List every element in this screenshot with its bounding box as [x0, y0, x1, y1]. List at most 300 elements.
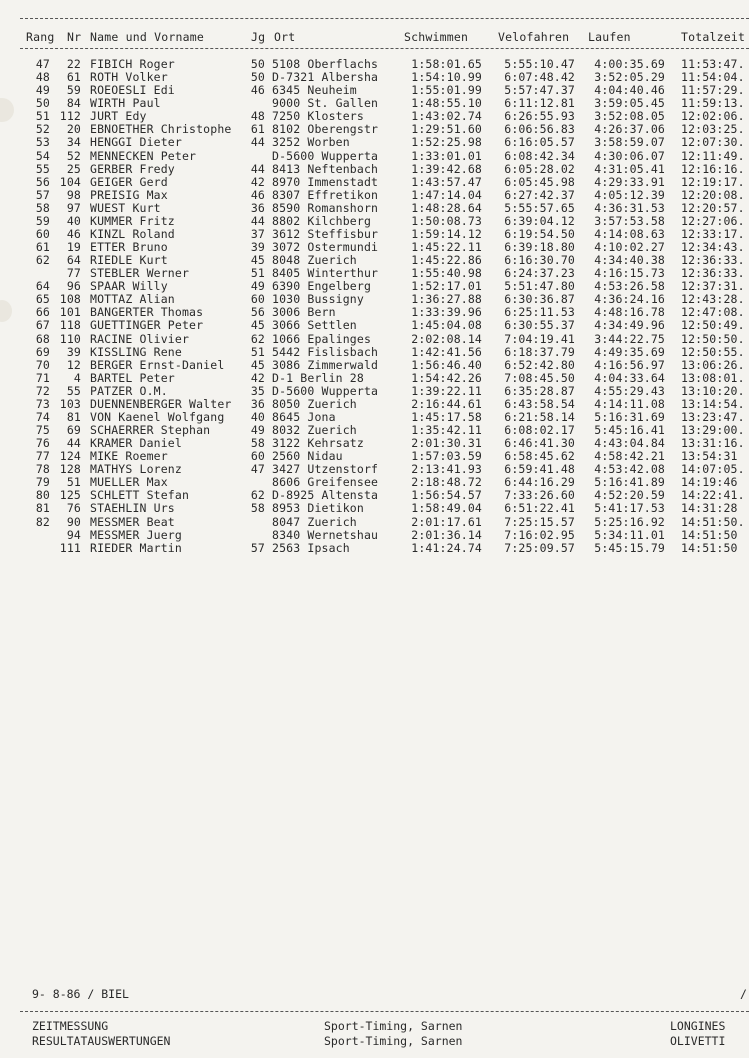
velofahren-cell: 6:39:04.12	[504, 213, 575, 228]
ort-cell: 8970 Immenstadt	[272, 175, 379, 189]
laufen-cell: 3:58:59.07	[594, 135, 665, 150]
jg-cell: 50	[250, 70, 265, 85]
ort-cell: 3006 Bern	[272, 306, 336, 320]
header-ort: Ort	[274, 30, 296, 44]
laufen-cell: 4:36:31.53	[594, 200, 665, 215]
rang-cell: 75	[35, 423, 50, 437]
header-jg: Jg	[251, 30, 266, 44]
name-cell: HENGGI Dieter	[90, 136, 182, 150]
rang-cell: 49	[35, 83, 50, 98]
laufen-cell: 4:52:20.59	[594, 488, 665, 503]
totalzeit-cell: 13:10:20.	[681, 383, 745, 398]
ort-cell: 6345 Neuheim	[272, 84, 357, 98]
table-row	[0, 346, 749, 359]
name-cell: SCHAERRER Stephan	[90, 424, 211, 437]
nr-cell: 90	[66, 514, 81, 529]
nr-cell: 55	[66, 383, 81, 398]
nr-cell: 34	[66, 135, 81, 150]
header-nr: Nr	[67, 30, 82, 44]
name-cell: MIKE Roemer	[90, 450, 168, 464]
rang-cell: 73	[35, 396, 50, 411]
velofahren-cell: 6:25:11.53	[504, 305, 575, 320]
name-cell: KISSLING Rene	[90, 345, 182, 359]
name-cell: MATHYS Lorenz	[90, 463, 182, 477]
totalzeit-cell: 14:19:46	[681, 475, 738, 490]
totalzeit-cell: 13:06:26.	[681, 357, 745, 372]
jg-cell: 57	[250, 540, 265, 555]
laufen-cell: 4:36:24.16	[594, 292, 665, 307]
table-row	[0, 84, 749, 97]
rang-cell: 58	[35, 200, 50, 215]
table-row	[0, 437, 749, 450]
ort-cell: 8953 Dietikon	[272, 502, 364, 516]
schwimmen-cell: 1:42:41.56	[411, 344, 482, 359]
name-cell: KUMMER Fritz	[90, 214, 175, 228]
ort-cell: 1030 Bussigny	[272, 293, 364, 307]
header-rang: Rang	[26, 30, 55, 44]
name-cell: VON Kaenel Wolfgang	[90, 410, 225, 424]
velofahren-cell: 6:07:48.42	[504, 70, 575, 85]
name-cell: BERGER Ernst-Daniel	[90, 358, 225, 372]
name-cell: RACINE Olivier	[90, 332, 190, 346]
ort-cell: 8050 Zuerich	[272, 397, 357, 411]
jg-cell: 60	[250, 449, 265, 464]
jg-cell: 62	[250, 488, 265, 503]
schwimmen-cell: 1:45:04.08	[411, 318, 482, 333]
schwimmen-cell: 1:29:51.60	[411, 122, 482, 137]
nr-cell: 46	[66, 226, 81, 241]
name-cell: RIEDER Martin	[90, 541, 182, 555]
ort-cell: 2560 Nidau	[272, 450, 343, 464]
totalzeit-cell: 12:34:43.	[681, 240, 745, 254]
nr-cell: 12	[66, 357, 81, 372]
ort-cell: 8047 Zuerich	[272, 515, 357, 529]
top-rule	[20, 18, 749, 19]
table-row	[0, 163, 749, 176]
nr-cell: 103	[59, 396, 81, 411]
table-row	[0, 319, 749, 332]
velofahren-cell: 6:58:45.62	[504, 449, 575, 464]
laufen-cell: 4:05:12.39	[594, 187, 665, 202]
totalzeit-cell: 13:54:31	[681, 449, 738, 464]
velofahren-cell: 6:19:54.50	[504, 226, 575, 241]
schwimmen-cell: 2:13:41.93	[411, 462, 482, 477]
ort-cell: 5442 Fislisbach	[272, 345, 379, 359]
nr-cell: 108	[59, 292, 81, 307]
ort-cell: 8413 Neftenbach	[272, 162, 379, 176]
jg-cell: 35	[250, 383, 265, 398]
nr-cell: 118	[59, 318, 81, 333]
totalzeit-cell: 13:23:47.	[681, 409, 745, 424]
velofahren-cell: 7:25:15.57	[504, 514, 575, 529]
table-row	[0, 150, 749, 163]
ort-cell: 8606 Greifensee	[272, 476, 379, 490]
velofahren-cell: 6:24:37.23	[504, 266, 575, 281]
velofahren-cell: 6:05:28.02	[504, 161, 575, 176]
jg-cell: 61	[250, 122, 265, 137]
rang-cell: 69	[35, 344, 50, 359]
nr-cell: 96	[66, 279, 81, 294]
rang-cell: 52	[35, 122, 50, 137]
velofahren-cell: 6:52:42.80	[504, 357, 575, 372]
totalzeit-cell: 12:02:06.	[681, 109, 745, 124]
totalzeit-cell: 12:37:31.	[681, 279, 745, 294]
nr-cell: 51	[66, 475, 81, 490]
laufen-cell: 4:43:04.84	[594, 436, 665, 450]
name-cell: PREISIG Max	[90, 188, 168, 202]
jg-cell: 58	[250, 436, 265, 450]
laufen-cell: 4:34:49.96	[594, 318, 665, 333]
ort-cell: 8802 Kilchberg	[272, 214, 372, 228]
totalzeit-cell: 11:54:04.	[681, 70, 745, 85]
laufen-cell: 4:55:29.43	[594, 383, 665, 398]
footer-page-mark: /	[740, 987, 747, 1001]
footer-left-line2: RESULTATAUSWERTUNGEN	[32, 1034, 171, 1048]
schwimmen-cell: 2:01:17.61	[411, 514, 482, 529]
totalzeit-cell: 12:47:08.	[681, 305, 745, 320]
totalzeit-cell: 12:19:17.	[681, 174, 745, 189]
totalzeit-cell: 14:51:50	[681, 527, 738, 542]
ort-cell: D-7321 Albersha	[272, 71, 379, 85]
name-cell: SPAAR Willy	[90, 280, 168, 294]
jg-cell: 36	[250, 396, 265, 411]
footer-mid-line1: Sport-Timing, Sarnen	[324, 1019, 463, 1033]
jg-cell: 36	[250, 200, 265, 215]
velofahren-cell: 6:43:58.54	[504, 396, 575, 411]
velofahren-cell: 6:51:22.41	[504, 501, 575, 516]
table-row	[0, 176, 749, 189]
laufen-cell: 5:16:31.69	[594, 409, 665, 424]
name-cell: JURT Edy	[90, 110, 147, 124]
nr-cell: 4	[73, 370, 81, 385]
nr-cell: 124	[59, 449, 81, 464]
laufen-cell: 4:53:26.58	[594, 279, 665, 294]
schwimmen-cell: 1:45:22.11	[411, 240, 482, 254]
laufen-cell: 5:45:16.41	[594, 423, 665, 437]
rang-cell: 77	[35, 449, 50, 464]
nr-cell: 84	[66, 96, 81, 111]
ort-cell: 3612 Steffisbur	[272, 227, 379, 241]
nr-cell: 81	[66, 409, 81, 424]
rang-cell: 65	[35, 292, 50, 307]
jg-cell: 60	[250, 292, 265, 307]
footer-right-line2: OLIVETTI	[670, 1034, 726, 1048]
totalzeit-cell: 11:59:13.	[681, 96, 745, 111]
name-cell: MENNECKEN Peter	[90, 149, 197, 163]
velofahren-cell: 6:59:41.48	[504, 462, 575, 477]
table-row	[0, 58, 749, 71]
totalzeit-cell: 13:14:54.	[681, 396, 745, 411]
nr-cell: 101	[59, 305, 81, 320]
name-cell: WUEST Kurt	[90, 201, 161, 215]
name-cell: STEBLER Werner	[90, 267, 190, 281]
nr-cell: 77	[66, 266, 81, 281]
nr-cell: 98	[66, 187, 81, 202]
jg-cell: 42	[250, 174, 265, 189]
table-row	[0, 516, 749, 529]
rang-cell: 55	[35, 161, 50, 176]
schwimmen-cell: 1:59:14.12	[411, 226, 482, 241]
ort-cell: D-5600 Wupperta	[272, 384, 379, 398]
laufen-cell: 4:14:08.63	[594, 226, 665, 241]
ort-cell: 5108 Oberflachs	[272, 58, 379, 71]
velofahren-cell: 6:44:16.29	[504, 475, 575, 490]
schwimmen-cell: 1:58:01.65	[411, 57, 482, 71]
schwimmen-cell: 1:48:28.64	[411, 200, 482, 215]
schwimmen-cell: 1:58:49.04	[411, 501, 482, 516]
ort-cell: D-8925 Altensta	[272, 489, 379, 503]
schwimmen-cell: 1:47:14.04	[411, 187, 482, 202]
laufen-cell: 4:00:35.69	[594, 57, 665, 71]
totalzeit-cell: 12:43:28.	[681, 292, 745, 307]
name-cell: EBNOETHER Christophe	[90, 123, 232, 137]
laufen-cell: 4:34:40.38	[594, 253, 665, 268]
name-cell: MUELLER Max	[90, 476, 168, 490]
laufen-cell: 3:52:08.05	[594, 109, 665, 124]
laufen-cell: 4:53:42.08	[594, 462, 665, 477]
ort-cell: D-1 Berlin 28	[272, 371, 364, 385]
velofahren-cell: 6:16:30.70	[504, 253, 575, 268]
schwimmen-cell: 1:56:46.40	[411, 357, 482, 372]
header-schwimmen: Schwimmen	[404, 30, 469, 44]
rang-cell: 74	[35, 409, 50, 424]
totalzeit-cell: 12:50:49.	[681, 318, 745, 333]
ort-cell: D-5600 Wupperta	[272, 149, 379, 163]
nr-cell: 111	[59, 540, 81, 555]
velofahren-cell: 6:46:41.30	[504, 436, 575, 450]
rang-cell: 62	[35, 253, 50, 268]
ort-cell: 8340 Wernetshau	[272, 528, 379, 542]
rang-cell: 50	[35, 96, 50, 111]
velofahren-cell: 6:11:12.81	[504, 96, 575, 111]
totalzeit-cell: 13:31:16.	[681, 436, 745, 450]
table-row	[0, 241, 749, 254]
schwimmen-cell: 1:54:10.99	[411, 70, 482, 85]
velofahren-cell: 6:05:45.98	[504, 174, 575, 189]
ort-cell: 1066 Epalinges	[272, 332, 372, 346]
laufen-cell: 4:16:56.97	[594, 357, 665, 372]
table-row	[0, 333, 749, 346]
rang-cell: 70	[35, 357, 50, 372]
totalzeit-cell: 12:36:33.	[681, 253, 745, 268]
velofahren-cell: 6:30:55.37	[504, 318, 575, 333]
ort-cell: 8405 Winterthur	[272, 267, 379, 281]
name-cell: ROTH Volker	[90, 71, 168, 85]
velofahren-cell: 5:55:10.47	[504, 57, 575, 71]
rang-cell: 54	[35, 148, 50, 163]
table-row	[0, 372, 749, 385]
table-row	[0, 398, 749, 411]
schwimmen-cell: 2:01:30.31	[411, 436, 482, 450]
jg-cell: 44	[250, 213, 265, 228]
nr-cell: 25	[66, 161, 81, 176]
laufen-cell: 4:04:40.46	[594, 83, 665, 98]
schwimmen-cell: 1:52:17.01	[411, 279, 482, 294]
name-cell: SCHLETT Stefan	[90, 489, 190, 503]
ort-cell: 7250 Klosters	[272, 110, 364, 124]
nr-cell: 76	[66, 501, 81, 516]
schwimmen-cell: 1:45:22.86	[411, 253, 482, 268]
laufen-cell: 4:26:37.06	[594, 122, 665, 137]
totalzeit-cell: 12:03:25.	[681, 122, 745, 137]
rang-cell: 71	[35, 370, 50, 385]
totalzeit-cell: 12:07:30.	[681, 135, 745, 150]
header-rule	[20, 48, 749, 49]
jg-cell: 47	[250, 462, 265, 477]
schwimmen-cell: 1:52:25.98	[411, 135, 482, 150]
nr-cell: 112	[59, 109, 81, 124]
totalzeit-cell: 14:07:05.	[681, 462, 745, 477]
totalzeit-cell: 12:11:49.	[681, 148, 745, 163]
ort-cell: 3066 Settlen	[272, 319, 357, 333]
schwimmen-cell: 1:33:01.01	[411, 148, 482, 163]
jg-cell: 51	[250, 266, 265, 281]
velofahren-cell: 5:55:57.65	[504, 200, 575, 215]
table-row	[0, 267, 749, 280]
jg-cell: 44	[250, 161, 265, 176]
schwimmen-cell: 2:18:48.72	[411, 475, 482, 490]
velofahren-cell: 5:51:47.80	[504, 279, 575, 294]
name-cell: MESSMER Juerg	[90, 528, 182, 542]
table-row	[0, 359, 749, 372]
schwimmen-cell: 1:33:39.96	[411, 305, 482, 320]
table-row	[0, 411, 749, 424]
nr-cell: 22	[66, 57, 81, 71]
velofahren-cell: 6:27:42.37	[504, 187, 575, 202]
totalzeit-cell: 11:57:29.	[681, 83, 745, 98]
ort-cell: 8048 Zuerich	[272, 254, 357, 268]
schwimmen-cell: 1:35:42.11	[411, 423, 482, 437]
laufen-cell: 4:48:16.78	[594, 305, 665, 320]
name-cell: MESSMER Beat	[90, 515, 175, 529]
totalzeit-cell: 12:16:16.	[681, 161, 745, 176]
rang-cell: 68	[35, 331, 50, 346]
table-row	[0, 542, 749, 555]
laufen-cell: 5:45:15.79	[594, 540, 665, 555]
schwimmen-cell: 2:16:44.61	[411, 396, 482, 411]
ort-cell: 9000 St. Gallen	[272, 97, 379, 111]
velofahren-cell: 6:39:18.80	[504, 240, 575, 254]
jg-cell: 46	[250, 83, 265, 98]
nr-cell: 19	[66, 240, 81, 254]
velofahren-cell: 6:16:05.57	[504, 135, 575, 150]
rang-cell: 56	[35, 174, 50, 189]
laufen-cell: 4:29:33.91	[594, 174, 665, 189]
footer-left-line1: ZEITMESSUNG	[32, 1019, 109, 1033]
totalzeit-cell: 12:50:50.	[681, 331, 745, 346]
rang-cell: 78	[35, 462, 50, 477]
name-cell: GUETTINGER Peter	[90, 319, 204, 333]
nr-cell: 39	[66, 344, 81, 359]
schwimmen-cell: 1:56:54.57	[411, 488, 482, 503]
ort-cell: 8590 Romanshorn	[272, 201, 379, 215]
table-row	[0, 123, 749, 136]
table-row	[0, 202, 749, 215]
name-cell: RIEDLE Kurt	[90, 254, 168, 268]
rang-cell: 79	[35, 475, 50, 490]
name-cell: WIRTH Paul	[90, 97, 161, 111]
totalzeit-cell: 14:51:50.	[681, 514, 745, 529]
rang-cell: 48	[35, 70, 50, 85]
rang-cell: 67	[35, 318, 50, 333]
laufen-cell: 4:30:06.07	[594, 148, 665, 163]
totalzeit-cell: 11:53:47.	[681, 57, 745, 71]
schwimmen-cell: 1:36:27.88	[411, 292, 482, 307]
velofahren-cell: 6:08:02.17	[504, 423, 575, 437]
nr-cell: 20	[66, 122, 81, 137]
totalzeit-cell: 12:33:17.	[681, 226, 745, 241]
velofahren-cell: 7:33:26.60	[504, 488, 575, 503]
ort-cell: 3086 Zimmerwald	[272, 358, 379, 372]
jg-cell: 45	[250, 318, 265, 333]
jg-cell: 44	[250, 135, 265, 150]
rang-cell: 61	[35, 240, 50, 254]
laufen-cell: 5:25:16.92	[594, 514, 665, 529]
name-cell: KRAMER Daniel	[90, 437, 182, 450]
laufen-cell: 4:58:42.21	[594, 449, 665, 464]
totalzeit-cell: 12:20:08.	[681, 187, 745, 202]
schwimmen-cell: 1:54:42.26	[411, 370, 482, 385]
nr-cell: 110	[59, 331, 81, 346]
schwimmen-cell: 1:43:02.74	[411, 109, 482, 124]
nr-cell: 69	[66, 423, 81, 437]
rang-cell: 59	[35, 213, 50, 228]
nr-cell: 44	[66, 436, 81, 450]
rang-cell: 76	[35, 436, 50, 450]
schwimmen-cell: 1:55:40.98	[411, 266, 482, 281]
name-cell: KINZL Roland	[90, 227, 175, 241]
schwimmen-cell: 1:43:57.47	[411, 174, 482, 189]
totalzeit-cell: 13:29:00.	[681, 423, 745, 437]
velofahren-cell: 7:04:19.41	[504, 331, 575, 346]
rang-cell: 53	[35, 135, 50, 150]
jg-cell: 48	[250, 109, 265, 124]
jg-cell: 37	[250, 226, 265, 241]
rang-cell: 47	[35, 57, 50, 71]
ort-cell: 3072 Ostermundi	[272, 241, 379, 254]
name-cell: PATZER O.M.	[90, 384, 168, 398]
jg-cell: 62	[250, 331, 265, 346]
table-row	[0, 385, 749, 398]
ort-cell: 8307 Effretikon	[272, 188, 379, 202]
schwimmen-cell: 2:02:08.14	[411, 331, 482, 346]
nr-cell: 40	[66, 213, 81, 228]
table-row	[0, 136, 749, 149]
name-cell: MOTTAZ Alian	[90, 293, 175, 307]
header-totalzeit: Totalzeit	[681, 30, 746, 44]
rang-cell: 82	[35, 514, 50, 529]
jg-cell: 56	[250, 305, 265, 320]
jg-cell: 40	[250, 409, 265, 424]
nr-cell: 52	[66, 148, 81, 163]
schwimmen-cell: 1:50:08.73	[411, 213, 482, 228]
nr-cell: 64	[66, 253, 81, 268]
schwimmen-cell: 1:41:24.74	[411, 540, 482, 555]
name-cell: STAEHLIN Urs	[90, 502, 175, 516]
laufen-cell: 3:57:53.58	[594, 213, 665, 228]
jg-cell: 45	[250, 253, 265, 268]
table-row	[0, 502, 749, 515]
ort-cell: 8032 Zuerich	[272, 424, 357, 437]
totalzeit-cell: 12:36:33.	[681, 266, 745, 281]
ort-cell: 8102 Oberengstr	[272, 123, 379, 137]
velofahren-cell: 6:26:55.93	[504, 109, 575, 124]
ort-cell: 2563 Ipsach	[272, 541, 350, 555]
laufen-cell: 3:44:22.75	[594, 331, 665, 346]
name-cell: FIBICH Roger	[90, 58, 175, 71]
table-row	[0, 476, 749, 489]
table-row	[0, 189, 749, 202]
